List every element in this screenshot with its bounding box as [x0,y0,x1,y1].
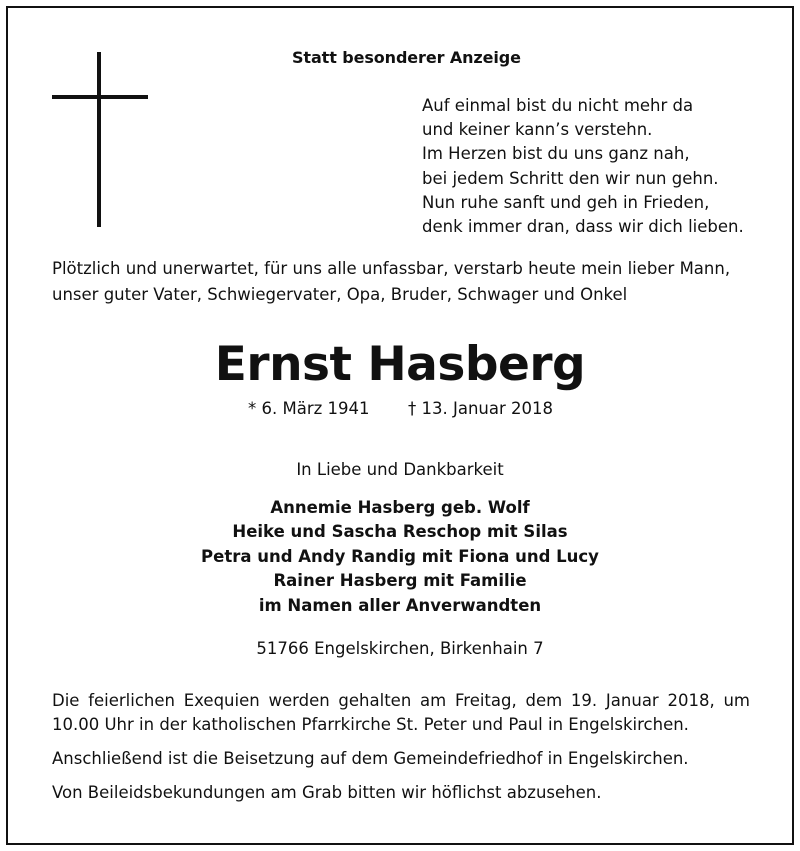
mourner-name: im Namen aller Anverwandten [258,595,542,615]
deceased-name: Ernst Hasberg [214,337,586,392]
mourner-name: Annemie Hasberg geb. Wolf [270,498,530,517]
poem [422,94,782,239]
poem-line: Auf einmal bist du nicht mehr da [422,96,694,115]
poem-line: Nun ruhe sanft und geh in Frieden, [422,192,710,212]
gratitude-line: In Liebe und Dankbarkeit [296,460,504,479]
condolences-note: Von Beileidsbekundungen am Grab bitten wir höflichst abzusehen. [52,783,602,802]
burial-details: Anschließend ist die Beisetzung auf dem Gemeindefriedhof in Engelskirchen. [52,749,689,768]
family-address: 51766 Engelskirchen, Birkenhain 7 [256,639,544,658]
service-details: Die feierlichen Exequien werden gehalten am Freitag, dem 19. Januar 2018, um 10.00 Uhr in der katholischen Pfarrkirche St. Peter und Paul in Engelskirchen. [52,691,750,734]
cross-vertical-beam [97,52,101,227]
intro-line: unser guter Vater, Schwiegervater, Opa, Bruder, Schwager und Onkel [52,285,628,304]
cross-horizontal-beam [52,95,148,99]
poem-line: Im Herzen bist du uns ganz nah, [422,144,690,164]
poem-line: bei jedem Schritt den wir nun gehn. [422,168,719,188]
mourner-name: Petra und Andy Randig mit Fiona und Lucy [201,546,599,566]
notice-heading: Statt besonderer Anzeige [292,48,521,67]
mourners-list [0,496,800,618]
birth-date: * 6. März 1941 [248,399,370,418]
mourner-name: Rainer Hasberg mit Familie [273,571,527,591]
intro-line: Plötzlich und unerwartet, für uns alle unfassbar, verstarb heute mein lieber Mann, [52,259,731,278]
poem-line: denk immer dran, dass wir dich lieben. [422,217,744,237]
intro-text [52,256,772,308]
poem-line: und keiner kann’s verstehn. [422,120,653,140]
mourner-name: Heike und Sascha Reschop mit Silas [232,522,568,542]
death-date: † 13. Januar 2018 [408,399,554,418]
